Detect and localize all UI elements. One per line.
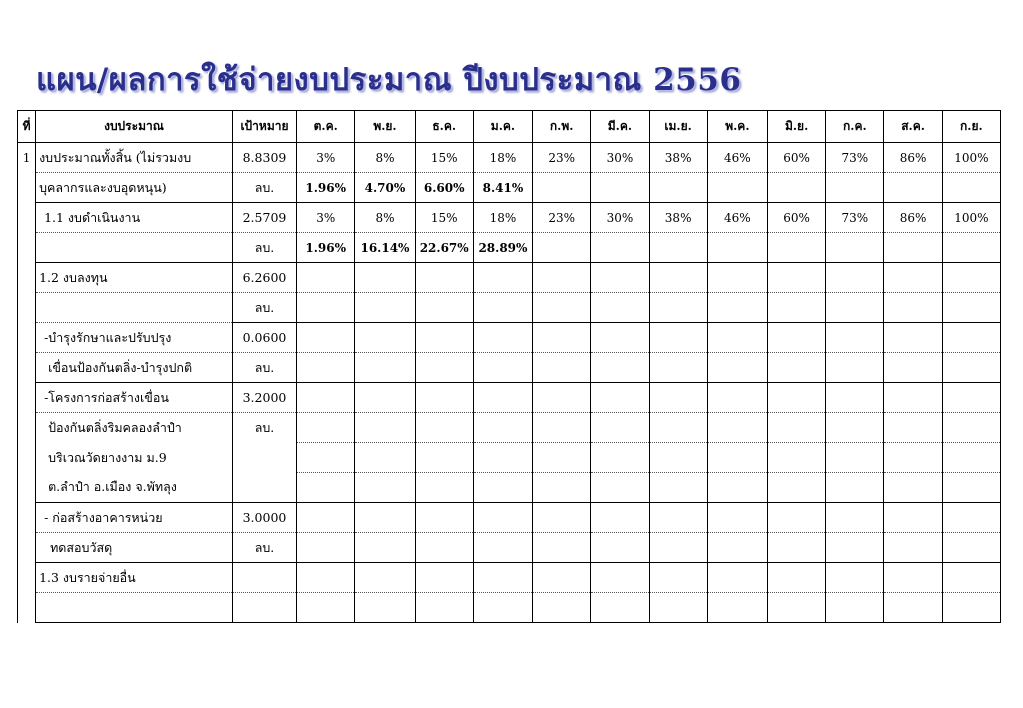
empty-cell [415, 413, 473, 443]
plan-cell: 23% [533, 143, 591, 173]
header-month: ธ.ค. [415, 111, 473, 143]
empty-cell [591, 233, 649, 263]
empty-cell [355, 263, 415, 293]
empty-cell [355, 293, 415, 323]
empty-cell [884, 173, 942, 203]
row-label: บริเวณวัดยางงาม ม.9 [36, 443, 233, 473]
empty-cell [884, 443, 942, 473]
row-label: -โครงการก่อสร้างเขื่อน [36, 383, 233, 413]
empty-cell [591, 563, 649, 593]
empty-cell [297, 593, 355, 623]
plan-cell: 86% [884, 143, 942, 173]
header-target: เป้าหมาย [232, 111, 296, 143]
table-row [18, 473, 1001, 503]
empty-cell [826, 263, 884, 293]
empty-cell [297, 263, 355, 293]
actual-cell: 22.67% [415, 233, 473, 263]
empty-cell [591, 353, 649, 383]
header-month: ม.ค. [473, 111, 532, 143]
target-value: 8.8309 [232, 143, 296, 173]
empty-cell [533, 383, 591, 413]
empty-cell [767, 563, 825, 593]
empty-cell [942, 323, 1000, 353]
empty-cell [707, 233, 767, 263]
empty-cell [649, 563, 707, 593]
empty-cell [297, 443, 355, 473]
empty-cell [767, 533, 825, 563]
empty-cell [767, 503, 825, 533]
empty-cell [297, 353, 355, 383]
actual-cell: 1.96% [297, 233, 355, 263]
empty-cell [942, 563, 1000, 593]
header-month: มิ.ย. [767, 111, 825, 143]
table-row [18, 143, 1001, 173]
empty-cell [355, 563, 415, 593]
empty-cell [767, 443, 825, 473]
header-no: ที่ [18, 111, 36, 143]
plan-cell: 46% [707, 203, 767, 233]
row-label: ป้องกันตลิ่งริมคลองลำปำ [36, 413, 233, 443]
empty-cell [297, 473, 355, 503]
table-row [18, 293, 1001, 323]
empty-cell [707, 443, 767, 473]
empty-cell [415, 593, 473, 623]
actual-cell: 4.70% [355, 173, 415, 203]
target-unit: ลบ. [232, 533, 296, 563]
empty-cell [884, 293, 942, 323]
empty-cell [942, 233, 1000, 263]
empty-cell [707, 533, 767, 563]
empty-cell [297, 323, 355, 353]
empty-cell [473, 413, 532, 443]
empty-cell [415, 473, 473, 503]
empty-cell [591, 173, 649, 203]
empty-cell [473, 473, 532, 503]
row-label-empty [36, 293, 233, 323]
empty-cell [767, 293, 825, 323]
row-label: ต.ลำปำ อ.เมือง จ.พัทลุง [36, 473, 233, 503]
empty-cell [297, 383, 355, 413]
empty-cell [533, 533, 591, 563]
empty-cell [533, 263, 591, 293]
actual-cell: 8.41% [473, 173, 532, 203]
table-row [18, 203, 1001, 233]
empty-cell [942, 353, 1000, 383]
empty-cell [591, 443, 649, 473]
empty-cell [707, 323, 767, 353]
header-month: ก.ย. [942, 111, 1000, 143]
budget-table [17, 110, 1001, 623]
table-row [18, 533, 1001, 563]
plan-cell: 86% [884, 203, 942, 233]
table-row [18, 383, 1001, 413]
empty-cell [884, 593, 942, 623]
empty-cell [942, 173, 1000, 203]
plan-cell: 30% [591, 143, 649, 173]
row-label: 1.2 งบลงทุน [36, 263, 233, 293]
empty-cell [826, 233, 884, 263]
empty-cell [826, 353, 884, 383]
table-row [18, 413, 1001, 443]
empty-cell [297, 533, 355, 563]
empty-cell [649, 443, 707, 473]
empty-cell [707, 263, 767, 293]
empty-cell [826, 173, 884, 203]
empty-cell [297, 563, 355, 593]
row-label: 1.3 งบรายจ่ายอื่น [36, 563, 233, 593]
empty-cell [533, 443, 591, 473]
empty-cell [826, 413, 884, 443]
empty-cell [473, 383, 532, 413]
empty-cell [649, 233, 707, 263]
empty-cell [533, 593, 591, 623]
empty-cell [533, 233, 591, 263]
table-row [18, 503, 1001, 533]
empty-cell [884, 323, 942, 353]
empty-cell [355, 443, 415, 473]
empty-cell [707, 353, 767, 383]
empty-cell [649, 353, 707, 383]
table-row [18, 443, 1001, 473]
empty-cell [591, 413, 649, 443]
target-value: 3.2000 [232, 383, 296, 413]
empty-cell [884, 473, 942, 503]
header-budget: งบประมาณ [36, 111, 233, 143]
empty-cell [942, 473, 1000, 503]
empty-cell [297, 293, 355, 323]
empty-cell [473, 293, 532, 323]
empty-cell [533, 323, 591, 353]
empty-cell [767, 173, 825, 203]
empty-cell [415, 323, 473, 353]
empty-cell [826, 383, 884, 413]
empty-cell [767, 473, 825, 503]
empty-cell [297, 413, 355, 443]
plan-cell: 23% [533, 203, 591, 233]
header-row [18, 111, 1001, 143]
empty-cell [473, 443, 532, 473]
plan-cell: 8% [355, 143, 415, 173]
empty-cell [649, 293, 707, 323]
empty-cell [884, 503, 942, 533]
empty-cell [826, 503, 884, 533]
actual-cell: 1.96% [297, 173, 355, 203]
empty-cell [767, 413, 825, 443]
target-value: 3.0000 [232, 503, 296, 533]
empty-cell [415, 503, 473, 533]
row-number: 1 [18, 143, 36, 623]
empty-cell [767, 593, 825, 623]
table-row [18, 263, 1001, 293]
empty-cell [826, 473, 884, 503]
empty-cell [649, 503, 707, 533]
target-unit: ลบ. [232, 353, 296, 383]
empty-cell [415, 263, 473, 293]
empty-cell [473, 503, 532, 533]
table-row [18, 233, 1001, 263]
empty-cell [649, 263, 707, 293]
empty-cell [649, 533, 707, 563]
row-label: 1.1 งบดำเนินงาน [36, 203, 233, 233]
empty-cell [942, 413, 1000, 443]
empty-cell [767, 353, 825, 383]
plan-cell: 38% [649, 203, 707, 233]
empty-cell [591, 473, 649, 503]
header-month: ก.ค. [826, 111, 884, 143]
empty-cell [707, 563, 767, 593]
empty-cell [942, 503, 1000, 533]
empty-cell [707, 383, 767, 413]
empty-cell [355, 383, 415, 413]
empty-cell [591, 593, 649, 623]
empty-cell [942, 293, 1000, 323]
empty-cell [707, 473, 767, 503]
plan-cell: 73% [826, 203, 884, 233]
empty-cell [473, 593, 532, 623]
empty-cell [942, 593, 1000, 623]
plan-cell: 18% [473, 203, 532, 233]
target-unit: ลบ. [232, 293, 296, 323]
empty-cell [767, 323, 825, 353]
plan-cell: 30% [591, 203, 649, 233]
empty-cell [884, 563, 942, 593]
plan-cell: 3% [297, 143, 355, 173]
empty-cell [884, 383, 942, 413]
empty-cell [533, 413, 591, 443]
actual-cell: 6.60% [415, 173, 473, 203]
row-label: -บำรุงรักษาและปรับปรุง [36, 323, 233, 353]
empty-cell [707, 413, 767, 443]
empty-cell [533, 353, 591, 383]
empty-cell [826, 443, 884, 473]
empty-cell [826, 533, 884, 563]
plan-cell: 60% [767, 143, 825, 173]
empty-cell [415, 383, 473, 413]
row-label-empty [36, 593, 233, 623]
table-row [18, 173, 1001, 203]
empty-cell [884, 263, 942, 293]
empty-cell [884, 233, 942, 263]
header-month: ต.ค. [297, 111, 355, 143]
empty-cell [415, 293, 473, 323]
empty-cell [415, 533, 473, 563]
empty-cell [415, 443, 473, 473]
empty-cell [473, 323, 532, 353]
empty-cell [297, 503, 355, 533]
empty-cell [415, 563, 473, 593]
empty-cell [884, 533, 942, 563]
empty-cell [649, 323, 707, 353]
plan-cell: 100% [942, 143, 1000, 173]
target-value: 6.2600 [232, 263, 296, 293]
row-label: บุคลากรและงบอุดหนุน) [36, 173, 233, 203]
empty-cell [591, 323, 649, 353]
actual-cell: 16.14% [355, 233, 415, 263]
header-month: มี.ค. [591, 111, 649, 143]
empty-cell [415, 353, 473, 383]
target-empty [232, 443, 296, 473]
empty-cell [649, 593, 707, 623]
empty-cell [355, 413, 415, 443]
empty-cell [826, 593, 884, 623]
empty-cell [707, 173, 767, 203]
empty-cell [767, 383, 825, 413]
empty-cell [826, 293, 884, 323]
empty-cell [649, 173, 707, 203]
empty-cell [649, 413, 707, 443]
empty-cell [942, 383, 1000, 413]
target-unit: ลบ. [232, 173, 296, 203]
empty-cell [355, 593, 415, 623]
table-row [18, 563, 1001, 593]
empty-cell [355, 323, 415, 353]
empty-cell [591, 503, 649, 533]
empty-cell [707, 593, 767, 623]
target-unit: ลบ. [232, 233, 296, 263]
header-month: พ.ย. [355, 111, 415, 143]
plan-cell: 15% [415, 143, 473, 173]
row-label: ทดสอบวัสดุ [36, 533, 233, 563]
row-label-empty [36, 233, 233, 263]
empty-cell [533, 293, 591, 323]
empty-cell [473, 533, 532, 563]
target-empty [232, 473, 296, 503]
actual-cell: 28.89% [473, 233, 532, 263]
plan-cell: 3% [297, 203, 355, 233]
empty-cell [707, 293, 767, 323]
empty-cell [473, 263, 532, 293]
empty-cell [355, 503, 415, 533]
target-value: 0.0600 [232, 323, 296, 353]
empty-cell [533, 473, 591, 503]
empty-cell [355, 473, 415, 503]
empty-cell [884, 353, 942, 383]
empty-cell [884, 413, 942, 443]
empty-cell [473, 353, 532, 383]
page-title: แผน/ผลการใช้จ่ายงบประมาณ ปีงบประมาณ 2556 [36, 62, 742, 98]
empty-cell [942, 533, 1000, 563]
empty-cell [767, 263, 825, 293]
target-value: 2.5709 [232, 203, 296, 233]
row-label: - ก่อสร้างอาคารหน่วย [36, 503, 233, 533]
plan-cell: 73% [826, 143, 884, 173]
empty-cell [533, 503, 591, 533]
header-month: ก.พ. [533, 111, 591, 143]
header-month: พ.ค. [707, 111, 767, 143]
plan-cell: 100% [942, 203, 1000, 233]
table-row [18, 323, 1001, 353]
plan-cell: 60% [767, 203, 825, 233]
empty-cell [942, 443, 1000, 473]
empty-cell [591, 383, 649, 413]
target-empty [232, 593, 296, 623]
empty-cell [473, 563, 532, 593]
empty-cell [826, 323, 884, 353]
table-row [18, 593, 1001, 623]
plan-cell: 8% [355, 203, 415, 233]
empty-cell [707, 503, 767, 533]
plan-cell: 15% [415, 203, 473, 233]
plan-cell: 46% [707, 143, 767, 173]
empty-cell [533, 173, 591, 203]
empty-cell [591, 533, 649, 563]
empty-cell [649, 383, 707, 413]
empty-cell [649, 473, 707, 503]
target-empty [232, 563, 296, 593]
header-month: เม.ย. [649, 111, 707, 143]
empty-cell [767, 233, 825, 263]
empty-cell [355, 533, 415, 563]
empty-cell [826, 563, 884, 593]
plan-cell: 38% [649, 143, 707, 173]
empty-cell [533, 563, 591, 593]
table-row [18, 353, 1001, 383]
row-label: งบประมาณทั้งสิ้น (ไม่รวมงบ [36, 143, 233, 173]
empty-cell [355, 353, 415, 383]
empty-cell [591, 263, 649, 293]
plan-cell: 18% [473, 143, 532, 173]
empty-cell [942, 263, 1000, 293]
empty-cell [591, 293, 649, 323]
target-unit: ลบ. [232, 413, 296, 443]
header-month: ส.ค. [884, 111, 942, 143]
row-label: เขื่อนป้องกันตลิ่ง-บำรุงปกติ [36, 353, 233, 383]
